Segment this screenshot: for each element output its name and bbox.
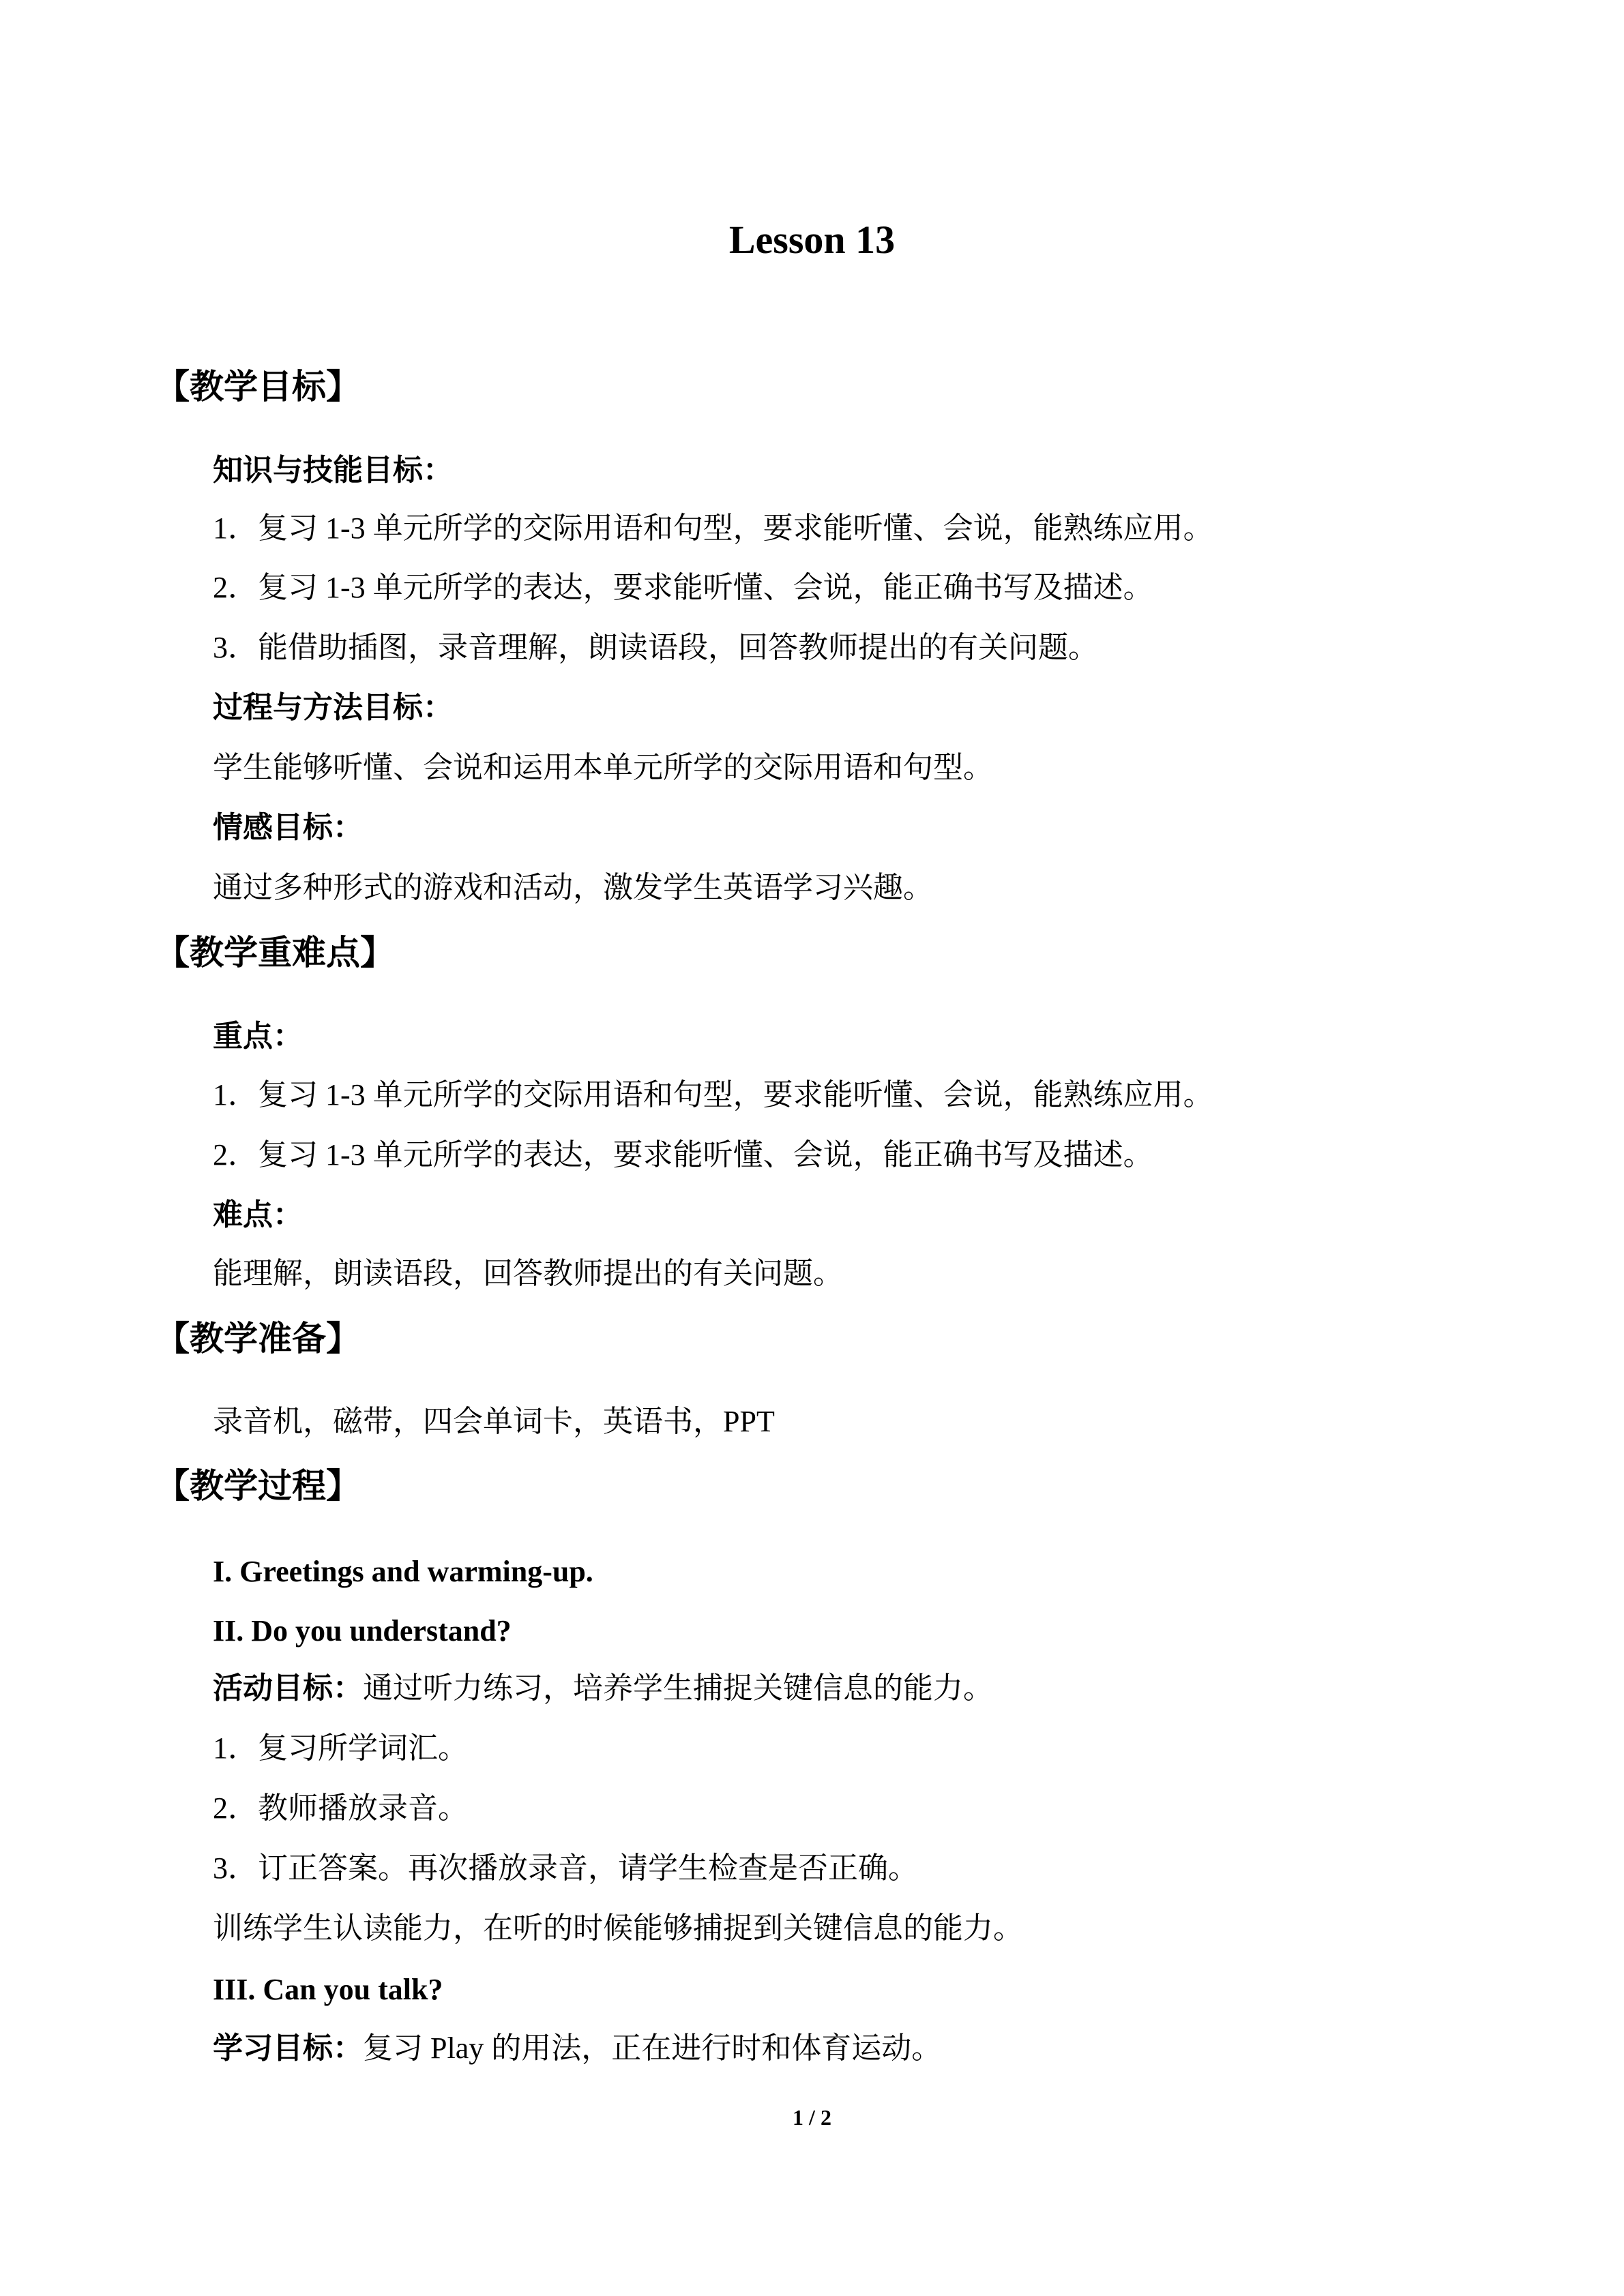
process-method-text: 学生能够听懂、会说和运用本单元所学的交际用语和句型。: [213, 751, 993, 784]
emotion-heading: 情感目标：: [213, 811, 363, 844]
step-2-heading: II. Do you understand?: [213, 1614, 512, 1648]
step-3-heading: III. Can you talk?: [213, 1973, 443, 2006]
step-2-item-1: 1．复习所学词汇。: [213, 1731, 468, 1765]
knowledge-skills-heading: 知识与技能目标：: [213, 453, 453, 487]
focus-heading: 重点：: [213, 1019, 303, 1053]
page-number: 1 / 2: [793, 2105, 831, 2130]
emotion-text: 通过多种形式的游戏和活动，激发学生英语学习兴趣。: [213, 871, 933, 904]
step-3-goal-text: 复习 Play 的用法，正在进行时和体育运动。: [363, 2031, 942, 2065]
process-method-heading: 过程与方法目标：: [213, 691, 453, 724]
step-3-goal-label: 学习目标：: [213, 2031, 363, 2065]
step-2-item-3: 3．订正答案。再次播放录音，请学生检查是否正确。: [213, 1851, 918, 1885]
preparation-text: 录音机，磁带，四会单词卡，英语书，PPT: [213, 1405, 775, 1438]
objective-item-2: 2．复习 1-3 单元所学的表达，要求能听懂、会说，能正确书写及描述。: [213, 571, 1153, 604]
step-2-note: 训练学生认读能力，在听的时候能够捕捉到关键信息的能力。: [213, 1911, 1023, 1945]
objective-item-1: 1．复习 1-3 单元所学的交际用语和句型，要求能听懂、会说，能熟练应用。: [213, 511, 1213, 545]
step-2-item-2: 2．教师播放录音。: [213, 1791, 468, 1825]
step-3-goal: [213, 2028, 941, 2069]
page-title: Lesson 13: [728, 218, 896, 262]
objective-item-3: 3．能借助插图，录音理解，朗读语段，回答教师提出的有关问题。: [213, 631, 1098, 664]
step-2-goal-text: 通过听力练习，培养学生捕捉关键信息的能力。: [363, 1671, 993, 1705]
section-heading-preparation: 【教学准备】: [156, 1320, 360, 1358]
section-heading-objectives: 【教学目标】: [156, 368, 360, 406]
section-heading-procedure: 【教学过程】: [156, 1467, 360, 1505]
difficulty-heading: 难点：: [213, 1198, 303, 1232]
step-1-heading: I. Greetings and warming-up.: [213, 1555, 593, 1588]
focus-item-2: 2．复习 1-3 单元所学的表达，要求能听懂、会说，能正确书写及描述。: [213, 1138, 1153, 1172]
focus-item-1: 1．复习 1-3 单元所学的交际用语和句型，要求能听懂、会说，能熟练应用。: [213, 1078, 1213, 1112]
step-2-goal-label: 活动目标：: [213, 1671, 363, 1705]
difficulty-text: 能理解，朗读语段，回答教师提出的有关问题。: [213, 1257, 843, 1290]
section-heading-key-points: 【教学重难点】: [156, 934, 394, 972]
step-2-goal: [213, 1668, 993, 1709]
